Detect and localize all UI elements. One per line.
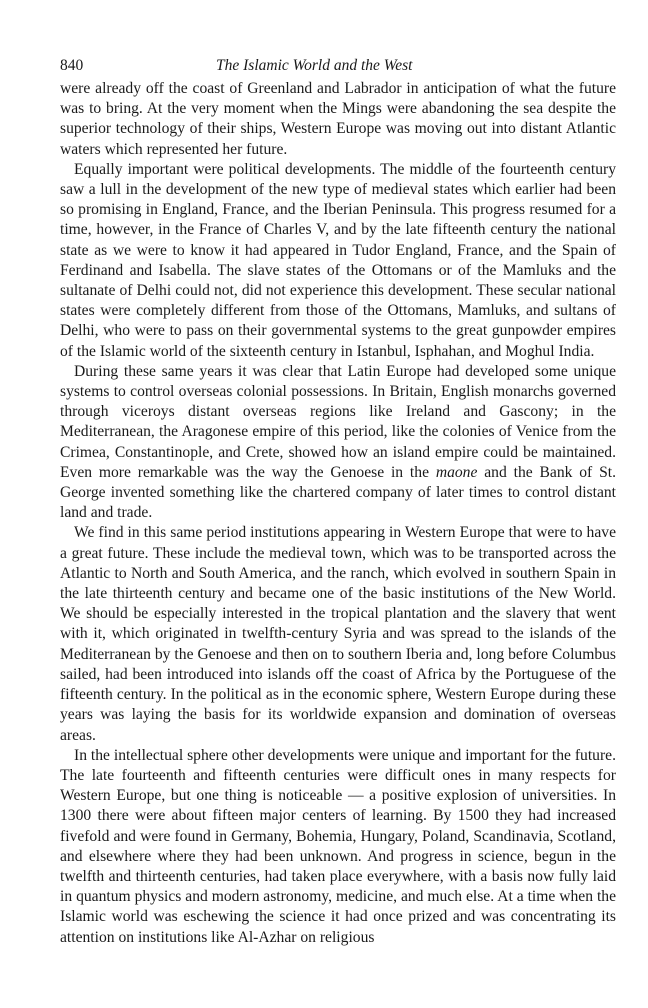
running-head [60, 55, 616, 77]
paragraph-text-before: During these same years it was clear that Latin Europe had developed some unique systems to control overseas colonial possessions. In Britain, English monarchs governed through viceroys distant overseas regions like Ireland and Gascony; in the Mediterranean, the Aragonese empire of this period, like the colonies of Venice from the Crimea, Constantinople, and Crete, showed how an island empire could be maintained. Even more remarkable was the way the Genoese in the [60, 362, 616, 481]
paragraph-colonial-systems [60, 362, 616, 524]
book-page [60, 55, 616, 948]
paragraph-continuation: were already off the coast of Greenland and Labrador in anticipation of what the future was to bring. At the very moment when the Mings were abandoning the sea despite the superior technology of their ships, Western Europe was moving out into distant Atlantic waters which represented her future. [60, 80, 616, 158]
page-number: 840 [60, 57, 84, 74]
body-text [60, 79, 616, 948]
paragraph-text-after: and the Bank of St. George invented something like the chartered company of later times to control distant land and trade. [60, 463, 616, 522]
paragraph-institutions: We find in this same period institutions appearing in Western Europe that were to have a great future. These include the medieval town, which was to be transported across the Atlantic to North and South America, and the ranch, which evolved in southern Spain in the late thirteenth century and became one of the basic institutions of the New World. We should be especially interested in the tropical plantation and the slavery that went with it, which originated in twelfth-century Syria and was spread to the islands of the Mediterranean by the Genoese and then on to southern Iberia and, long before Columbus sailed, had been introduced into islands off the coast of Africa by the Portuguese of the fifteenth century. In the political as in the economic sphere, Western Europe during these years was laying the basis for its worldwide expansion and domination of overseas areas. [60, 524, 616, 744]
book-title: The Islamic World and the West [216, 57, 413, 74]
paragraph-intellectual-sphere: In the intellectual sphere other developments were unique and important for the future. The late fourteenth and fifteenth centuries were difficult ones in many respects for Western Europe, but one thing is noticeable — a positive explosion of universities. In 1300 there were about fifteen major centers of learning. By 1500 they had increased fivefold and were found in Germany, Bohemia, Hungary, Poland, Scandinavia, Scotland, and elsewhere where they had been unknown. And progress in science, begun in the twelfth and thirteenth centuries, had taken place everywhere, with a basis now fully laid in quantum physics and modern astronomy, medicine, and much else. At a time when the Islamic world was eschewing the science it had once prized and was concentrating its attention on institutions like Al-Azhar on religious [60, 746, 616, 946]
italic-term-maone: maone [435, 463, 478, 481]
paragraph-political-developments: Equally important were political developments. The middle of the fourteenth century saw a lull in the development of the new type of medieval states which earlier had been so promising in England, France, and the Iberian Peninsula. This progress resumed for a time, however, in the France of Charles V, and by the late fifteenth century the national state as we were to know it had appeared in Tudor England, France, and the Spain of Ferdinand and Isabella. The slave states of the Ottomans or of the Mamluks and the sultanate of Delhi could not, did not experience this development. These secular national states were completely different from those of the Ottomans, Mamluks, and sultans of Delhi, who were to pass on their governmental systems to the great gunpowder empires of the Islamic world of the sixteenth century in Istanbul, Isphahan, and Moghul India. [60, 160, 616, 360]
